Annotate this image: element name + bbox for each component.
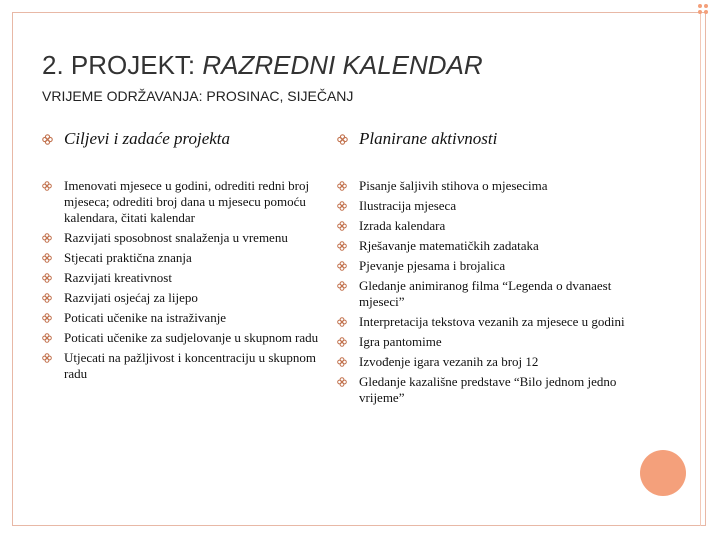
slide-title <box>42 50 483 81</box>
slide-title-emphasis: RAZREDNI KALENDAR <box>202 50 483 80</box>
flower-bullet-icon <box>337 198 359 214</box>
list-item <box>337 198 637 214</box>
list-item <box>42 350 332 382</box>
list-item <box>42 270 332 286</box>
activities-heading-row <box>337 128 637 150</box>
list-item-text: Stjecati praktična znanja <box>64 250 192 265</box>
list-item <box>337 238 637 254</box>
flower-bullet-icon <box>42 178 64 194</box>
flower-bullet-icon <box>337 278 359 294</box>
list-item-text: Interpretacija tekstova vezanih za mjesece u godini <box>359 314 625 329</box>
list-item <box>337 334 637 350</box>
flower-bullet-icon <box>337 238 359 254</box>
flower-bullet-icon <box>337 128 359 150</box>
list-item-text: Gledanje animiranog filma “Legenda o dvanaest mjeseci” <box>359 278 612 309</box>
list-item-text: Razvijati sposobnost snalaženja u vremenu <box>64 230 288 245</box>
list-item-text: Gledanje kazališne predstave “Bilo jednom jedno vrijeme” <box>359 374 617 405</box>
list-item <box>337 278 637 310</box>
slide-subtitle: VRIJEME ODRŽAVANJA: PROSINAC, SIJEČANJ <box>42 88 354 104</box>
activities-column <box>337 128 637 410</box>
list-item <box>337 314 637 330</box>
decorative-dots <box>692 0 716 40</box>
list-item-text: Poticati učenike na istraživanje <box>64 310 227 325</box>
list-item <box>42 290 332 306</box>
flower-bullet-icon <box>42 350 64 366</box>
slide-title-prefix: 2. PROJEKT: <box>42 50 203 80</box>
goals-heading: Ciljevi i zadaće projekta <box>64 129 231 148</box>
list-item <box>337 258 637 274</box>
flower-bullet-icon <box>42 270 64 286</box>
flower-bullet-icon <box>42 230 64 246</box>
list-item <box>337 374 637 406</box>
flower-bullet-icon <box>337 218 359 234</box>
activities-list <box>337 178 637 406</box>
list-item <box>337 178 637 194</box>
decorative-circle <box>640 450 686 496</box>
goals-heading-row <box>42 128 332 150</box>
flower-bullet-icon <box>337 314 359 330</box>
flower-bullet-icon <box>42 290 64 306</box>
list-item-text: Poticati učenike za sudjelovanje u skupnom radu <box>64 330 319 345</box>
flower-bullet-icon <box>337 258 359 274</box>
flower-bullet-icon <box>337 178 359 194</box>
list-item-text: Razvijati osjećaj za lijepo <box>64 290 198 305</box>
flower-bullet-icon <box>42 250 64 266</box>
list-item <box>42 230 332 246</box>
goals-list <box>42 178 332 382</box>
list-item-text: Igra pantomime <box>359 334 442 349</box>
goals-column <box>42 128 332 386</box>
activities-heading: Planirane aktivnosti <box>359 129 498 148</box>
list-item <box>42 178 332 226</box>
list-item-text: Utjecati na pažljivost i koncentraciju u skupnom radu <box>64 350 316 381</box>
flower-bullet-icon <box>337 354 359 370</box>
list-item-text: Pisanje šaljivih stihova o mjesecima <box>359 178 548 193</box>
flower-bullet-icon <box>337 374 359 390</box>
flower-bullet-icon <box>337 334 359 350</box>
list-item-text: Izrada kalendara <box>359 218 446 233</box>
flower-bullet-icon <box>42 330 64 346</box>
list-item-text: Izvođenje igara vezanih za broj 12 <box>359 354 539 369</box>
list-item-text: Imenovati mjesece u godini, odrediti redni broj mjeseca; odrediti broj dana u mjesecu pomoću kalendara, čitati kalendar <box>64 178 310 225</box>
list-item-text: Rješavanje matematičkih zadataka <box>359 238 539 253</box>
list-item-text: Pjevanje pjesama i brojalica <box>359 258 506 273</box>
list-item <box>337 354 637 370</box>
list-item <box>42 330 332 346</box>
list-item-text: Razvijati kreativnost <box>64 270 172 285</box>
list-item <box>42 310 332 326</box>
slide-frame-accent-line <box>700 12 701 526</box>
list-item <box>42 250 332 266</box>
flower-bullet-icon <box>42 128 64 150</box>
list-item <box>337 218 637 234</box>
flower-bullet-icon <box>42 310 64 326</box>
list-item-text: Ilustracija mjeseca <box>359 198 457 213</box>
